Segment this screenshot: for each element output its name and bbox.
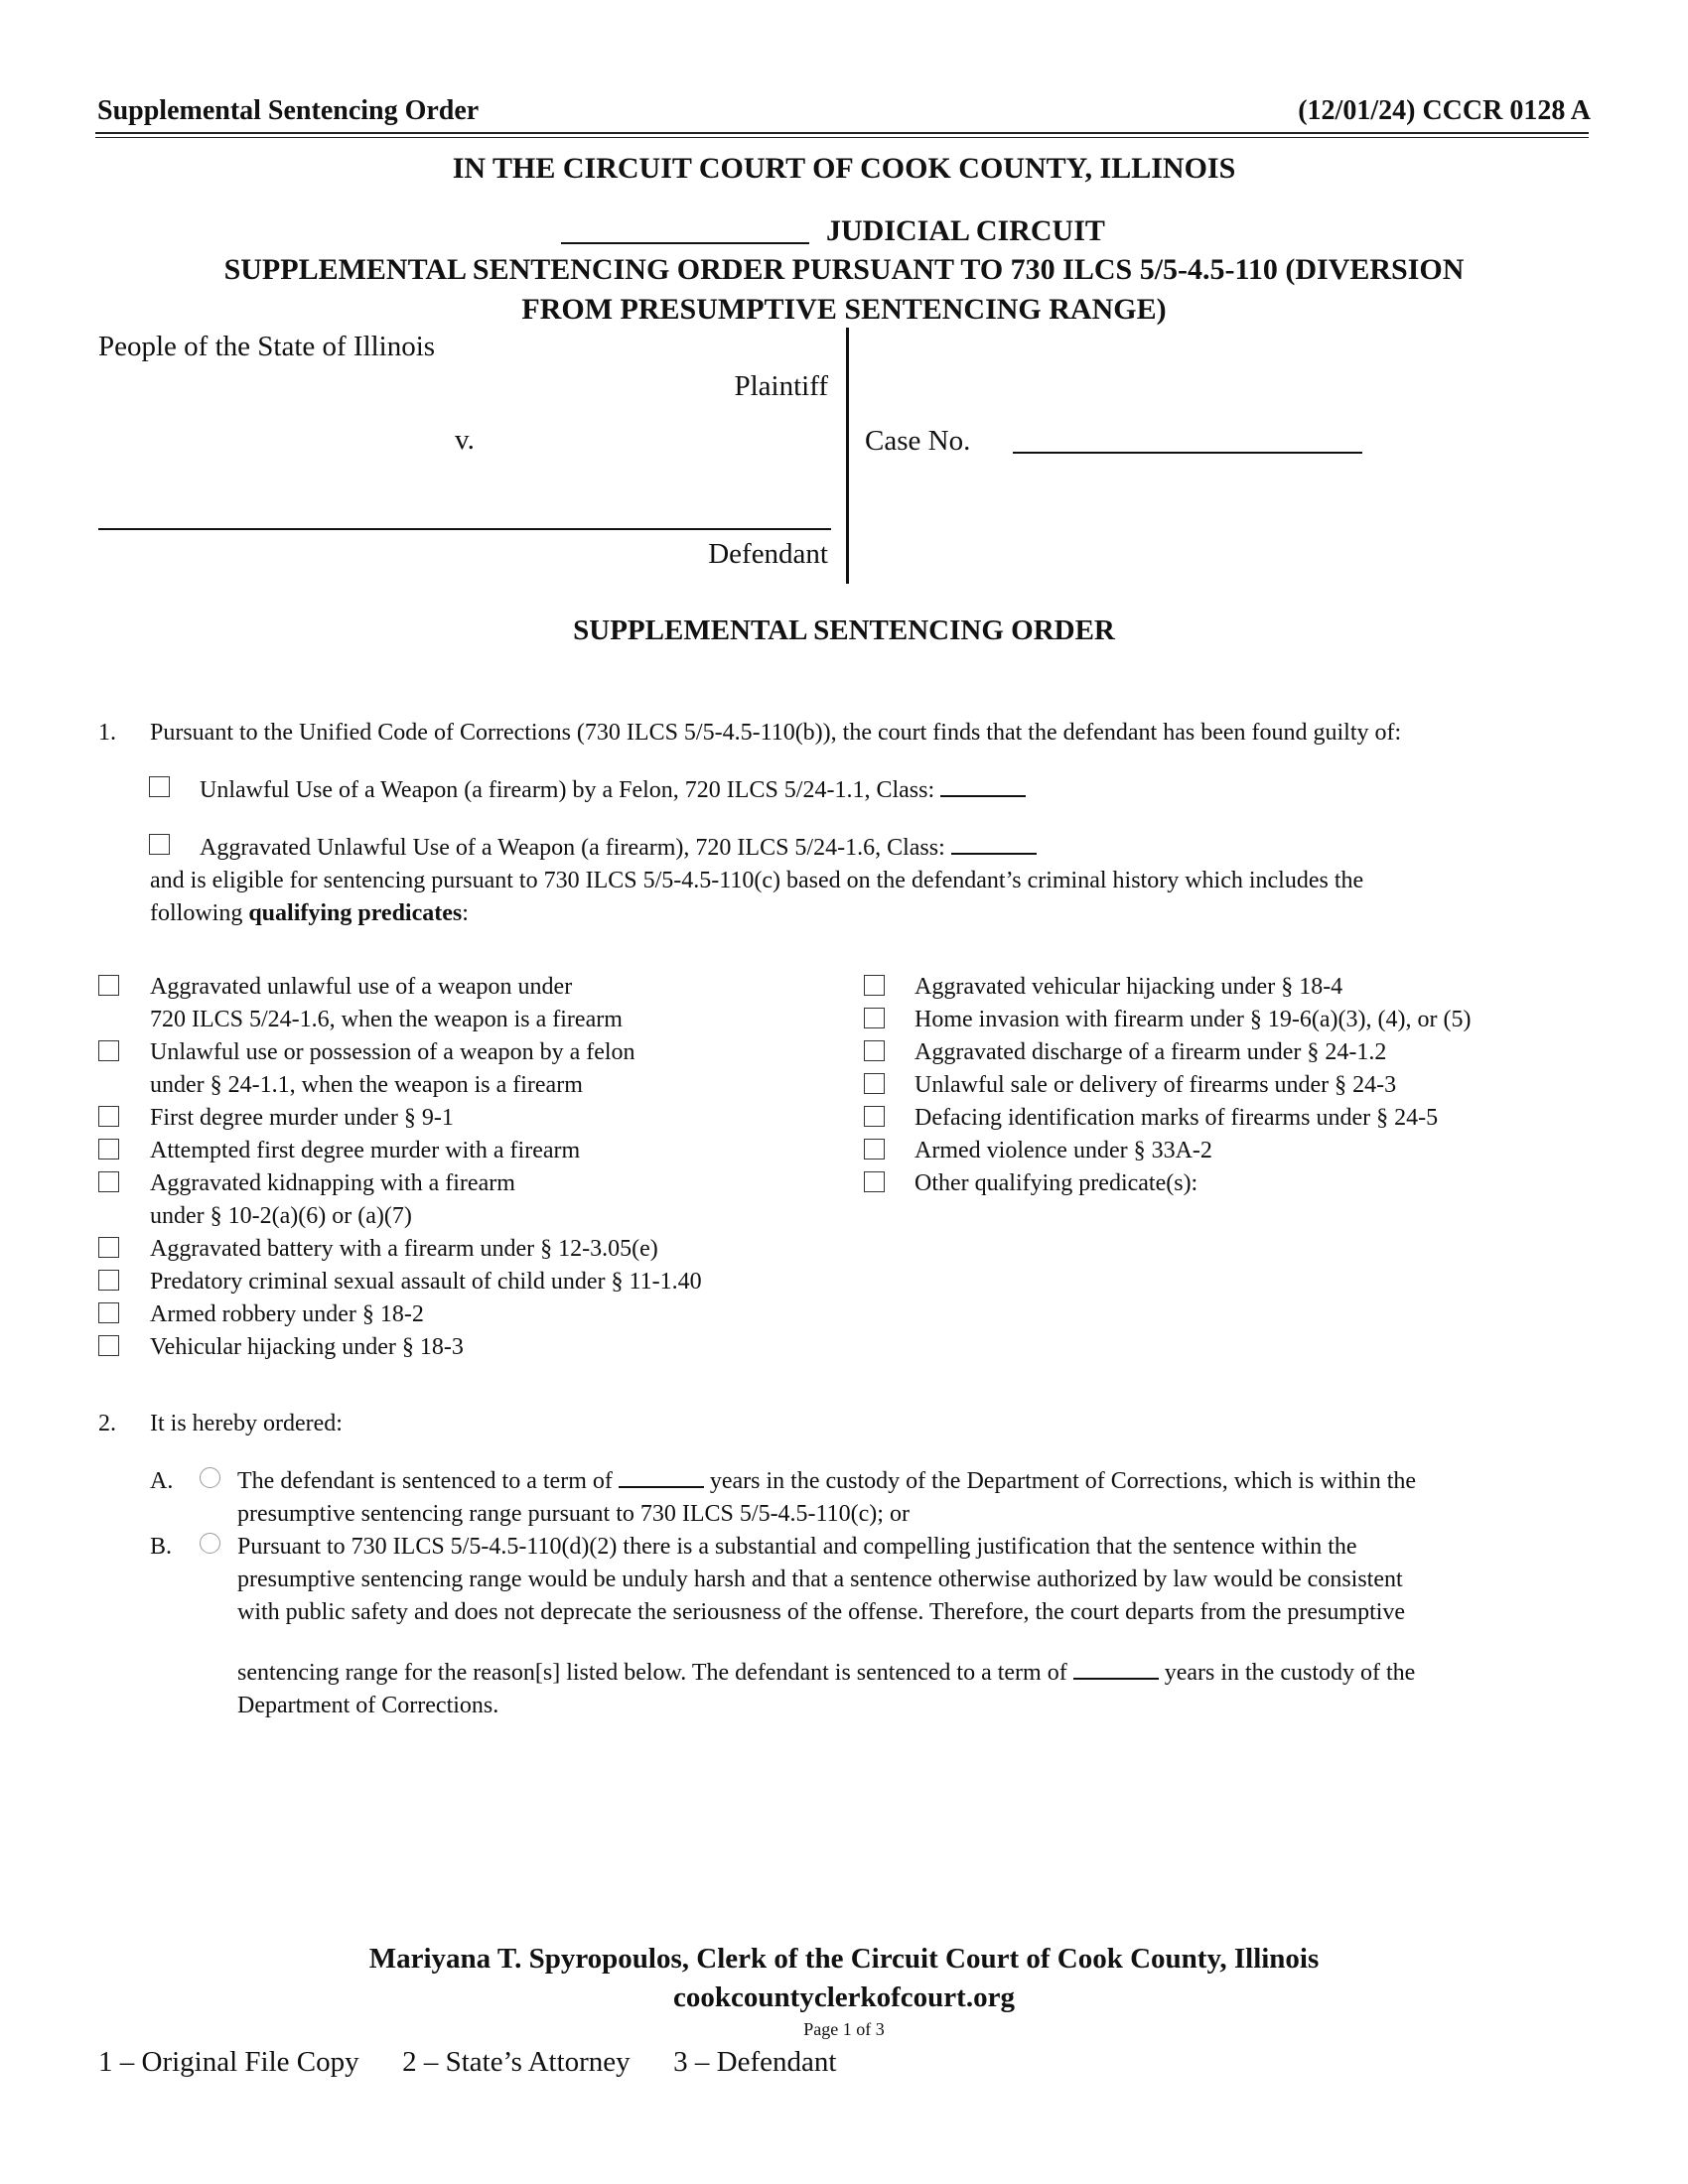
distribution-copies: 1 – Original File Copy 2 – State’s Attorney 3 – Defendant: [98, 2046, 837, 2078]
form-number: (12/01/24) CCCR 0128 A: [1298, 95, 1591, 126]
clerk-name: Mariyana T. Spyropoulos, Clerk of the Circuit Court of Cook County, Illinois: [368, 1943, 1320, 1975]
versus-label: v.: [455, 424, 475, 456]
predicate-checkbox-aggravated-vehicular-hijacking[interactable]: [864, 975, 885, 996]
option-a-line2: presumptive sentencing range pursuant to 730 ILCS 5/5-4.5-110(c); or: [237, 1501, 910, 1527]
judicial-circuit-blank[interactable]: [561, 242, 809, 244]
predicate-label: under § 10-2(a)(6) or (a)(7): [150, 1203, 412, 1229]
predicate-label: 720 ILCS 5/24-1.6, when the weapon is a firearm: [150, 1007, 623, 1032]
predicate-label: Aggravated discharge of a firearm under § 24-1.2: [914, 1039, 1387, 1065]
option-a-post: years in the custody of the Department of Corrections, which is within the: [709, 1468, 1417, 1494]
item2-number: 2.: [98, 1411, 116, 1436]
option1-class-blank[interactable]: [940, 794, 1026, 797]
predicate-label: Aggravated battery with a firearm under § 12-3.05(e): [150, 1236, 658, 1262]
people-label: People of the State of Illinois: [98, 331, 436, 362]
item2-text: It is hereby ordered:: [150, 1411, 343, 1436]
option-a-label: A.: [150, 1468, 174, 1494]
case-number-blank[interactable]: [1013, 452, 1362, 454]
option1-checkbox[interactable]: [149, 776, 170, 797]
option2-label: Aggravated Unlawful Use of a Weapon (a firearm), 720 ILCS 5/24-1.6, Class:: [200, 835, 945, 861]
predicate-label: Armed violence under § 33A-2: [914, 1138, 1212, 1163]
predicate-checkbox-aggravated-uuw[interactable]: [98, 975, 119, 996]
predicate-label: Defacing identification marks of firearms under § 24-5: [914, 1105, 1439, 1131]
order-title-line2: FROM PRESUMPTIVE SENTENCING RANGE): [521, 293, 1167, 326]
predicate-label: under § 24-1.1, when the weapon is a firearm: [150, 1072, 583, 1098]
order-title-line1: SUPPLEMENTAL SENTENCING ORDER PURSUANT TO 730 ILCS 5/5-4.5-110 (DIVERSION: [223, 253, 1465, 286]
predicate-checkbox-armed-violence[interactable]: [864, 1139, 885, 1160]
header-rule-bottom: [95, 137, 1589, 138]
predicate-label: Aggravated kidnapping with a firearm: [150, 1170, 515, 1196]
option-b-line4-pre: sentencing range for the reason[s] listed below. The defendant is sentenced to a term of: [237, 1660, 1067, 1686]
option-b-line3: with public safety and does not deprecate the seriousness of the offense. Therefore, the court departs from the presumptive: [237, 1599, 1406, 1625]
option-b-radio[interactable]: [200, 1533, 220, 1554]
plaintiff-label: Plaintiff: [734, 370, 828, 402]
section-title: SUPPLEMENTAL SENTENCING ORDER: [573, 614, 1115, 646]
court-title: IN THE CIRCUIT COURT OF COOK COUNTY, ILLINOIS: [452, 152, 1236, 185]
defendant-label: Defendant: [708, 538, 828, 570]
predicate-label: Predatory criminal sexual assault of child under § 11-1.40: [150, 1269, 702, 1295]
eligible-line1: and is eligible for sentencing pursuant to 730 ILCS 5/5-4.5-110(c) based on the defendant’s criminal history which includes the: [150, 868, 1364, 893]
option-b-line4: [237, 1657, 1415, 1690]
page-number: Page 1 of 3: [803, 2019, 885, 2039]
case-number-label: Case No.: [865, 425, 971, 457]
option-a-line1: [237, 1465, 1416, 1498]
eligible-line2-post: :: [462, 900, 469, 926]
option-a-years-blank[interactable]: [619, 1485, 704, 1488]
option1-label: Unlawful Use of a Weapon (a firearm) by a Felon, 720 ILCS 5/24-1.1, Class:: [200, 777, 935, 803]
predicate-checkbox-home-invasion[interactable]: [864, 1008, 885, 1028]
predicate-label: Other qualifying predicate(s):: [914, 1170, 1198, 1196]
option-a-radio[interactable]: [200, 1467, 220, 1488]
option-b-line1: Pursuant to 730 ILCS 5/5-4.5-110(d)(2) there is a substantial and compelling justification that the sentence within the: [237, 1534, 1357, 1560]
option2-class-blank[interactable]: [951, 852, 1037, 855]
predicate-label: Home invasion with firearm under § 19-6(a)(3), (4), or (5): [914, 1007, 1472, 1032]
predicate-checkbox-first-degree-murder[interactable]: [98, 1106, 119, 1127]
predicate-checkbox-predatory-assault[interactable]: [98, 1270, 119, 1291]
predicate-label: Aggravated unlawful use of a weapon under: [150, 974, 573, 1000]
eligible-line2: [150, 897, 469, 930]
predicate-checkbox-vehicular-hijacking[interactable]: [98, 1335, 119, 1356]
option-b-line5: Department of Corrections.: [237, 1693, 499, 1718]
predicate-checkbox-unlawful-sale[interactable]: [864, 1073, 885, 1094]
predicate-checkbox-defacing-marks[interactable]: [864, 1106, 885, 1127]
predicate-checkbox-uuw-felon[interactable]: [98, 1040, 119, 1061]
predicate-checkbox-aggravated-battery[interactable]: [98, 1237, 119, 1258]
defendant-name-blank[interactable]: [98, 528, 831, 530]
item1-text: Pursuant to the Unified Code of Corrections (730 ILCS 5/5-4.5-110(b)), the court finds that the defendant has been found guilty of:: [150, 720, 1402, 746]
option1-text: [200, 774, 1026, 807]
judicial-circuit-label: JUDICIAL CIRCUIT: [826, 214, 1105, 247]
predicate-label: Vehicular hijacking under § 18-3: [150, 1334, 464, 1360]
option-b-line4-post: years in the custody of the: [1164, 1660, 1416, 1686]
predicate-label: First degree murder under § 9-1: [150, 1105, 454, 1131]
clerk-website: cookcountyclerkofcourt.org: [673, 1981, 1015, 2013]
header-rule-top: [95, 132, 1589, 134]
form-header-title: Supplemental Sentencing Order: [97, 95, 480, 126]
caption-divider: [846, 328, 849, 584]
predicate-checkbox-armed-robbery[interactable]: [98, 1302, 119, 1323]
predicate-checkbox-aggravated-kidnapping[interactable]: [98, 1171, 119, 1192]
item1-number: 1.: [98, 720, 116, 746]
option-b-years-blank[interactable]: [1073, 1677, 1159, 1680]
predicate-label: Unlawful use or possession of a weapon by a felon: [150, 1039, 635, 1065]
option-b-label: B.: [150, 1534, 173, 1560]
predicate-checkbox-other[interactable]: [864, 1171, 885, 1192]
predicate-label: Aggravated vehicular hijacking under § 18-4: [914, 974, 1343, 1000]
qualifying-predicates-bold: qualifying predicates: [248, 900, 463, 926]
option-a-pre: The defendant is sentenced to a term of: [237, 1468, 613, 1494]
predicate-label: Unlawful sale or delivery of firearms under § 24-3: [914, 1072, 1397, 1098]
option-b-line2: presumptive sentencing range would be unduly harsh and that a sentence otherwise authorized by law would be consistent: [237, 1567, 1403, 1592]
option2-checkbox[interactable]: [149, 834, 170, 855]
predicate-label: Attempted first degree murder with a firearm: [150, 1138, 581, 1163]
predicate-checkbox-attempted-murder[interactable]: [98, 1139, 119, 1160]
option2-text: [200, 832, 1037, 865]
eligible-line2-pre: following: [150, 900, 249, 926]
predicate-label: Armed robbery under § 18-2: [150, 1301, 424, 1327]
predicate-checkbox-aggravated-discharge[interactable]: [864, 1040, 885, 1061]
